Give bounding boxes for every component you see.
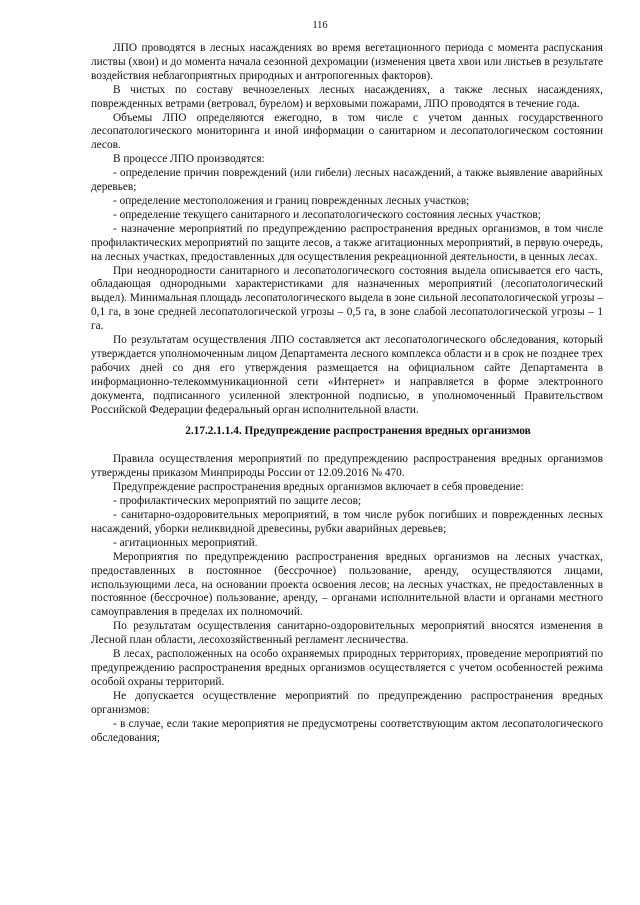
paragraph: Правила осуществления мероприятий по предупреждению распространения вредных организмов утверждены приказом Минприроды России от 12.09.2016 № 470. (91, 453, 603, 480)
paragraph: В процессе ЛПО производятся: (113, 153, 265, 166)
list-item: - агитационных мероприятий. (113, 536, 258, 549)
paragraph: При неоднородности санитарного и лесопатологического состояния выдела описывается его часть, обладающая однородными характеристиками для назначенных мероприятий (лесопатологический выдел). Минимальная площадь лесопатологического выдела в зоне сильной лесопатологической угрозы – 0,1 га, в зоне средней лесопатологической угрозы – 0,5 га, в зоне слабой лесопатологической угрозы – 1 га. (91, 264, 603, 333)
paragraph: В лесах, расположенных на особо охраняемых природных территориях, проведение мероприятий по предупреждению распространения вредных организмов осуществляется с учетом особенностей режима особой охраны территорий. (91, 648, 603, 688)
list-item: - определение местоположения и границ поврежденных лесных участков; (113, 194, 470, 207)
list-item: - в случае, если такие мероприятия не предусмотрены соответствующим актом лесопатологического обследования; (91, 717, 603, 744)
paragraph: В чистых по составу вечнозеленых лесных насаждениях, а также лесных насаждениях, поврежденных ветрами (ветровал, бурелом) и верховыми пожарами, ЛПО проводятся в течение года. (91, 83, 603, 110)
paragraph: ЛПО проводятся в лесных насаждениях во время вегетационного периода с момента распускания листвы (хвои) и до момента начала сезонной дехромации (изменения цвета хвои или листьев в результате воздействия неблагоприятных природных и антропогенных факторов). (91, 42, 603, 82)
document-body (91, 42, 603, 745)
paragraph: Объемы ЛПО определяются ежегодно, в том числе с учетом данных государственного лесопатологического мониторинга и иной информации о санитарном и лесопатологическом состоянии лесов. (91, 111, 603, 152)
paragraph: По результатам осуществления санитарно-оздоровительных мероприятий вносятся изменения в Лесной план области, лесохозяйственный регламент лесничества. (91, 620, 603, 647)
paragraph: По результатам осуществления ЛПО составляется акт лесопатологического обследования, который утверждается уполномоченным лицом Департамента лесного комплекса области и в срок не позднее трех рабочих дней со дня его утверждения размещается на официальном сайте Департамента в информационно-телекоммуникационной сети «Интернет» и направляется в форме электронного документа, подписанного усиленной электронной подписью, в уполномоченный Правительством Российской Федерации федеральный орган исполнительной власти. (91, 334, 603, 416)
paragraph: Мероприятия по предупреждению распространения вредных организмов на лесных участках, предоставленных в постоянное (бессрочное) пользование, аренду, осуществляются лицами, использующими леса, на основании проекта освоения лесов; на лесных участках, не предоставленных в постоянное (бессрочное) пользование, аренду, – органами исполнительной власти и органами местного самоуправления в пределах их полномочий. (91, 550, 603, 619)
list-item: - назначение мероприятий по предупреждению распространения вредных организмов, в том числе профилактических мероприятий по защите лесов, а также агитационных мероприятий, в первую очередь, на лесных участках, предоставленных для осуществления рекреационной деятельности, в ценных лесах. (91, 222, 603, 263)
list-item: - санитарно-оздоровительных мероприятий, в том числе рубок погибших и поврежденных лесных насаждений, уборки неликвидной древесины, рубки аварийных деревьев; (91, 509, 603, 535)
list-item: - определение текущего санитарного и лесопатологического состояния лесных участков; (113, 208, 541, 221)
section-heading: 2.17.2.1.1.4. Предупреждение распространения вредных организмов (185, 425, 531, 438)
paragraph: Не допускается осуществление мероприятий по предупреждению распространения вредных организмов: (91, 689, 603, 716)
list-item: - профилактических мероприятий по защите лесов; (113, 495, 362, 508)
page-number: 116 (312, 20, 328, 31)
paragraph: Предупреждение распространения вредных организмов включает в себя проведение: (113, 481, 524, 494)
list-item: - определение причин повреждений (или гибели) лесных насаждений, а также выявление аварийных деревьев; (91, 167, 603, 194)
